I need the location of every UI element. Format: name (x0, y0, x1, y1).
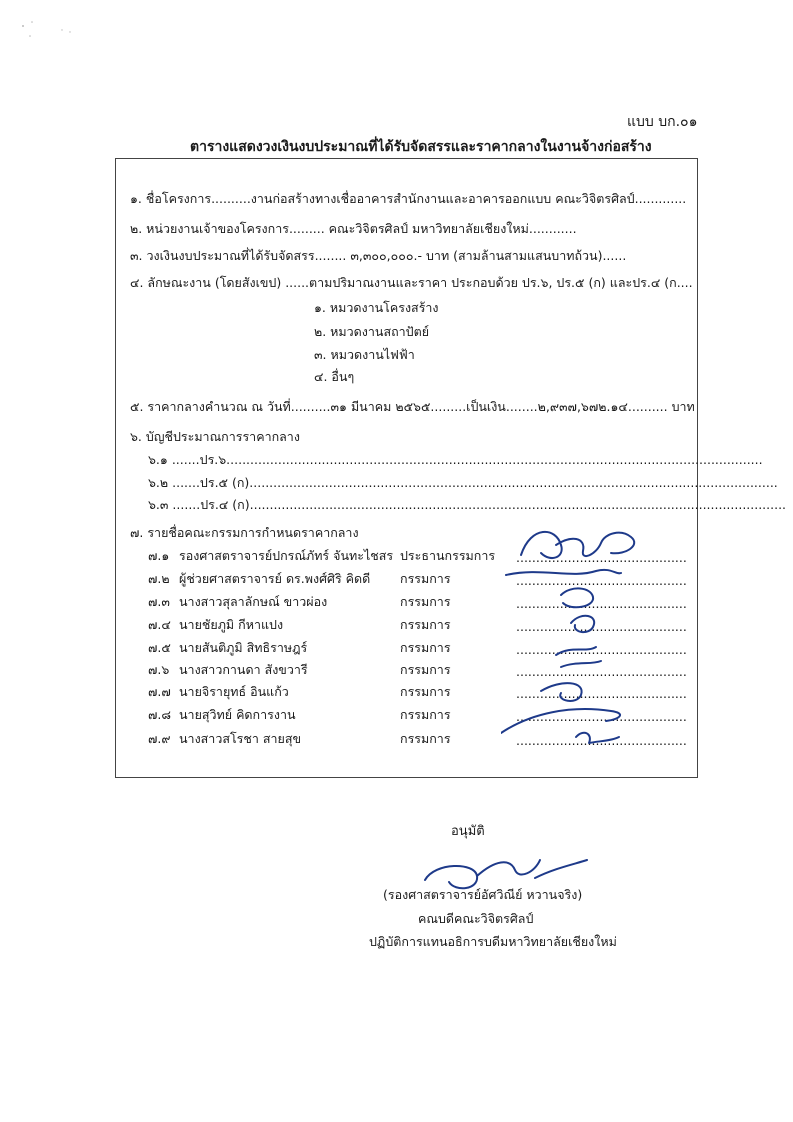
form-code: แบบ บก.๐๑ (627, 114, 698, 130)
price-account-item: ๖.๑ .......ปร.๖....................................................................................................................................... (148, 452, 763, 467)
work-nature-line: ๔. ลักษณะงาน (โดยสังเขป) ......ตามปริมาณงานและราคา ประกอบด้วย ปร.๖, ปร.๕ (ก) และปร.๔ (ก.... (130, 275, 693, 290)
committee-role: กรรมการ (400, 594, 451, 609)
price-account-item: ๖.๓ .......ปร.๔ (ก)....................................................................................................................................... (148, 497, 787, 512)
scan-speck-marks (18, 18, 78, 52)
committee-role: กรรมการ (400, 707, 451, 722)
budget-line: ๓. วงเงินงบประมาณที่ได้รับจัดสรร........ ๓,๓๐๐,๐๐๐.- บาท (สามล้านสามแสนบาทถ้วน)...... (130, 248, 627, 263)
committee-role: ประธานกรรมการ (400, 548, 496, 563)
document-title: ตารางแสดงวงเงินงบประมาณที่ได้รับจัดสรรและราคากลางในงานจ้างก่อสร้าง (190, 139, 652, 155)
committee-name: นายสันติภูมิ สิทธิราษฎร์ (179, 640, 308, 655)
signature-line: ........................................... (516, 550, 687, 565)
committee-name: นางสาวสโรชา สายสุข (179, 731, 302, 746)
approver-name: (รองศาสตราจารย์อัศวิณีย์ หวานจริง) (383, 887, 583, 902)
signature-line: ........................................... (516, 596, 687, 611)
work-category-item: ๒. หมวดงานสถาปัตย์ (314, 324, 430, 339)
form-frame (115, 158, 787, 778)
signature-line: ........................................... (516, 664, 687, 679)
committee-role: กรรมการ (400, 640, 451, 655)
approver-position: คณบดีคณะวิจิตรศิลป์ (418, 911, 534, 926)
project-name-line: ๑. ชื่อโครงการ..........งานก่อสร้างทางเชื่ออาคารสำนักงานและอาคารออกแบบ คณะวิจิตรศิลป์............. (130, 191, 687, 206)
signature-line: ........................................... (516, 709, 687, 724)
committee-name: นางสาวสุลาลักษณ์ ขาวผ่อง (179, 594, 328, 609)
work-category-item: ๓. หมวดงานไฟฟ้า (314, 347, 415, 362)
committee-role: กรรมการ (400, 731, 451, 746)
committee-no: ๗.๕ (148, 640, 171, 655)
committee-name: นายจิรายุทธ์ อินแก้ว (179, 684, 289, 699)
committee-role: กรรมการ (400, 571, 451, 586)
committee-role: กรรมการ (400, 617, 451, 632)
committee-no: ๗.๖ (148, 662, 170, 677)
committee-name: นางสาวกานดา สังขวารี (179, 662, 308, 677)
approver-acting: ปฏิบัติการแทนอธิการบดีมหาวิทยาลัยเชียงใหม่ (369, 934, 617, 949)
committee-no: ๗.๔ (148, 617, 171, 632)
committee-heading: ๗. รายชื่อคณะกรรมการกำหนดราคากลาง (130, 525, 359, 540)
committee-no: ๗.๓ (148, 594, 170, 609)
handwritten-signature (501, 515, 661, 750)
committee-role: กรรมการ (400, 684, 451, 699)
work-category-item: ๑. หมวดงานโครงสร้าง (314, 300, 439, 315)
signature-line: ........................................... (516, 686, 687, 701)
signature-line: ........................................... (516, 573, 687, 588)
committee-name: นายสุวิทย์ คิดการงาน (179, 707, 296, 722)
committee-no: ๗.๗ (148, 684, 171, 699)
committee-no: ๗.๙ (148, 731, 171, 746)
work-category-item: ๔. อื่นๆ (314, 369, 355, 384)
price-accounts-heading: ๖. บัญชีประมาณการราคากลาง (130, 429, 300, 444)
committee-name: นายชัยภูมิ กีหาแปง (179, 617, 284, 632)
committee-name: ผู้ช่วยศาสตราจารย์ ดร.พงศ์ศิริ คิดดี (179, 571, 371, 586)
signature-line: ........................................... (516, 642, 687, 657)
owner-unit-line: ๒. หน่วยงานเจ้าของโครงการ......... คณะวิจิตรศิลป์ มหาวิทยาลัยเชียงใหม่............ (130, 221, 577, 236)
approval-label: อนุมัติ (451, 824, 485, 839)
committee-no: ๗.๒ (148, 571, 170, 586)
price-account-item: ๖.๒ .......ปร.๕ (ก)..................................................................................................................................... (148, 475, 778, 490)
signature-line: ........................................... (516, 733, 687, 748)
median-price-line: ๕. ราคากลางคำนวณ ณ วันที่..........๓๑ มีนาคม ๒๕๖๕.........เป็นเงิน........๒,๙๓๗,๖๗๒.๑๔.......... บาท (130, 399, 695, 414)
signature-line: ........................................... (516, 619, 687, 634)
committee-name: รองศาสตราจารย์ปกรณ์ภัทร์ จันทะไชสร (179, 548, 394, 563)
committee-role: กรรมการ (400, 662, 451, 677)
committee-no: ๗.๑ (148, 548, 170, 563)
committee-no: ๗.๘ (148, 707, 172, 722)
